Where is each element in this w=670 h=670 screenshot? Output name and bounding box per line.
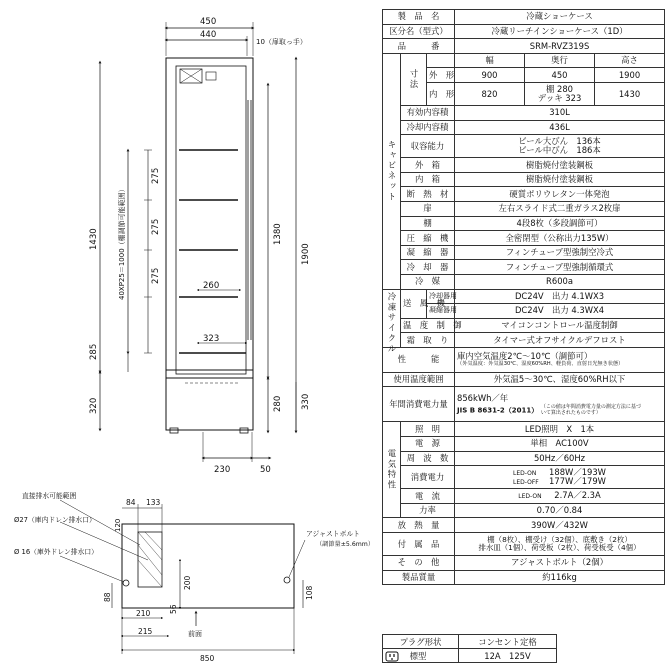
label-front: 前面 (188, 630, 202, 638)
value-energy: 856kWh／年 (457, 393, 509, 404)
dim-shelf-275c: 275 (151, 267, 161, 284)
value-defrost: タイマー式オフサイクルデフロスト (455, 333, 665, 348)
label-power-factor: 力率 (401, 503, 455, 518)
dim-56: 56 (169, 604, 178, 614)
label-inner: 内 形 (427, 82, 455, 105)
label-accessories: 付 属 品 (383, 533, 455, 556)
col-width: 幅 (455, 53, 525, 68)
plug-icon (385, 651, 399, 662)
value-outer-d: 450 (525, 68, 595, 83)
dim-shelf-pitch: 40XP25＝1000（棚調節可能範囲） (118, 185, 126, 300)
spec-table-wrap (382, 9, 664, 585)
dim-leg-height: 330 (301, 393, 311, 410)
cabinet-inner (176, 66, 246, 374)
cabinet-outline (166, 58, 253, 378)
value-model: SRM-RVZ319S (455, 39, 665, 54)
label-power: 電 源 (401, 437, 455, 452)
value-effective: 310L (455, 105, 665, 120)
dim-shelf-323: 323 (203, 334, 220, 344)
value-performance-note: （外気温度：外気温30℃、湿度60%RH、軽負荷、直射日光無き状態） (457, 360, 624, 367)
label-refrigerant: 冷 媒 (401, 274, 455, 289)
plan-outline (122, 524, 294, 608)
dim-shelf-275a: 275 (151, 167, 161, 184)
dim-foot-offset: 50 (260, 465, 271, 475)
value-other: アジャストボルト（2個） (455, 556, 665, 571)
label-current: 電 流 (401, 489, 455, 504)
dim-850: 850 (200, 654, 215, 663)
label-condenser: 凝 縮 器 (401, 245, 455, 260)
front-view (100, 22, 296, 462)
cabinet-base (166, 370, 253, 430)
dim-shelf-275b: 275 (151, 218, 161, 235)
value-door: 左右スライド式二重ガラス2枚扉 (455, 201, 665, 216)
label-ext-box: 外 箱 (401, 158, 455, 173)
dim-base-height: 280 (273, 395, 283, 412)
dim-door-height: 1380 (273, 223, 283, 245)
label-led-on: LED-ON (513, 469, 537, 477)
dim-handle: 10（扉取っ手） (256, 38, 307, 46)
value-refrigerant: R600a (455, 274, 665, 289)
label-consumption: 消費電力 (401, 466, 455, 489)
value-accessories-1: 棚（8枚）、棚受け（32個）、底敷き（2枚） (487, 534, 632, 544)
front-view-dims (89, 17, 311, 475)
dim-133: 133 (146, 498, 161, 507)
adjuster-left (123, 580, 129, 586)
label-current-led: LED-ON (518, 493, 542, 501)
value-current: 2.7A／2.3A (554, 490, 601, 501)
label-frequency: 周 波 数 (401, 451, 455, 466)
dim-215: 215 (138, 627, 153, 636)
value-accessories-2: 排水皿（1個）、荷受板（2枚）、荷受板受（4個） (478, 543, 641, 553)
dim-body-width: 440 (200, 30, 217, 40)
col-depth: 奥行 (525, 53, 595, 68)
value-ext-box: 樹脂焼付塗装鋼板 (455, 158, 665, 173)
value-insulation: 硬質ポリウレタン一体発泡 (455, 187, 665, 202)
label-evaporator: 冷 却 器 (401, 260, 455, 275)
dim-foot-width: 230 (214, 465, 231, 475)
label-weight: 製品質量 (383, 570, 455, 585)
value-int-box: 樹脂焼付塗装鋼板 (455, 172, 665, 187)
value-fan-evap: DC24V 出力 4.1WX3 (455, 289, 665, 304)
group-electrical: 電気特性 (383, 422, 401, 518)
label-plug-type: プラグ形状 (383, 635, 459, 649)
dim-total-height: 1900 (301, 243, 311, 265)
group-refrig: 冷凍サイクル (383, 289, 401, 347)
label-fan-cond: 凝縮器用 (427, 304, 455, 319)
label-env: 使用温度範囲 (383, 372, 455, 387)
value-heat: 390W／432W (455, 518, 665, 533)
value-shelf: 4段8枚（多段調節可） (455, 216, 665, 231)
label-temp-ctrl: 温 度 制 御 (401, 318, 455, 333)
label-energy: 年間消費電力量 (383, 387, 455, 422)
spec-table (382, 9, 665, 585)
group-cabinet: キャビネット (383, 53, 401, 289)
label-int-box: 内 箱 (401, 172, 455, 187)
value-capacity-large: ビール大びん 136本 (518, 135, 601, 146)
value-power: 単相 AC100V (455, 437, 665, 452)
dim-84: 84 (126, 498, 136, 507)
value-outer-w: 900 (455, 68, 525, 83)
label-model: 品 番 (383, 39, 455, 54)
label-adjuster: アジャストボルト (306, 530, 360, 538)
dim-108: 108 (305, 585, 314, 600)
label-fan-evap: 冷却器用 (427, 289, 455, 304)
group-size: 寸法 (401, 53, 427, 105)
label-drain-inner: Ø27（庫内ドレン排水口） (14, 516, 96, 524)
dim-base-inner: 320 (89, 397, 99, 414)
label-cooling-vol: 冷却内容積 (401, 120, 455, 135)
value-light: LED照明 X 1本 (455, 422, 665, 437)
value-inner-d-deck: デッキ 323 (537, 92, 582, 103)
dim-210: 210 (136, 609, 151, 618)
value-evaporator: フィンチューブ型強制循環式 (455, 260, 665, 275)
value-fan-cond: DC24V 出力 4.3WX4 (455, 304, 665, 319)
label-outer: 外 形 (427, 68, 455, 83)
label-shelf: 棚 (401, 216, 455, 231)
value-power-factor: 0.70／0.84 (455, 503, 665, 518)
value-capacity-medium: ビール中びん 186本 (518, 145, 601, 156)
value-condenser: フィンチューブ型強制空冷式 (455, 245, 665, 260)
dim-shelf-260: 260 (203, 281, 220, 291)
label-product-name: 製 品 名 (383, 10, 455, 25)
value-cooling-vol: 436L (455, 120, 665, 135)
value-plug-model: 標型 (409, 650, 427, 661)
label-compressor: 圧 縮 機 (401, 231, 455, 246)
value-category: 冷蔵リーチインショーケース（1D） (455, 24, 665, 39)
label-effective: 有効内容積 (401, 105, 455, 120)
value-outlet-rating: 12A 125V (459, 649, 557, 663)
value-outer-h: 1900 (595, 68, 665, 83)
adjuster-right (284, 577, 290, 583)
value-inner-w: 820 (455, 82, 525, 105)
dim-pitch-bottom: 285 (89, 343, 99, 360)
label-category: 区分名（型式） (383, 24, 455, 39)
value-compressor: 全密閉型（公称出力135W） (455, 231, 665, 246)
value-energy-std: JIS B 8631-2（2011） (457, 406, 539, 414)
value-product-name: 冷蔵ショーケース (455, 10, 665, 25)
plug-table-wrap (382, 634, 556, 663)
dim-120: 120 (114, 518, 122, 532)
value-frequency: 50Hz／60Hz (455, 451, 665, 466)
value-inner-d-shelf: 棚 280 (545, 83, 574, 94)
value-env: 外気温5～30℃、湿度60%RH以下 (455, 372, 665, 387)
dim-88: 88 (103, 592, 112, 602)
plug-table (382, 634, 557, 663)
value-energy-note: （この値は年間消費電力量の測定方法に基づいて算出されたものです） (540, 403, 641, 416)
label-insulation: 断 熱 材 (401, 187, 455, 202)
label-drain-direct: 直接排水可能範囲 (22, 492, 77, 500)
value-inner-h: 1430 (595, 82, 665, 105)
plan-view-labels (14, 491, 374, 663)
label-door: 扉 (401, 201, 455, 216)
value-temp-ctrl: マイコンコントロール温度制御 (455, 318, 665, 333)
label-drain-outer: Ø 16（庫外ドレン排水口） (14, 548, 98, 556)
label-other: そ の 他 (383, 556, 455, 571)
label-defrost: 霜 取 り (401, 333, 455, 348)
dim-overall-width: 450 (200, 17, 217, 27)
label-fan: 送 風 機 (401, 289, 427, 318)
dim-200: 200 (183, 575, 192, 590)
col-height: 高さ (595, 53, 665, 68)
label-led-off: LED-OFF (513, 479, 539, 487)
dim-inner-height: 1430 (89, 228, 99, 250)
label-light: 照 明 (401, 422, 455, 437)
value-consumption-on: 188W／193W (549, 466, 606, 477)
label-performance: 性 能 (383, 347, 455, 372)
label-capacity: 収容能力 (401, 135, 455, 158)
drain-area (138, 532, 162, 587)
label-adjuster-note: （調節量±5.6mm） (316, 541, 375, 548)
value-weight: 約116kg (455, 570, 665, 585)
label-heat: 放 熱 量 (383, 518, 455, 533)
value-performance: 庫内空気温度2℃～10℃（調節可） (457, 351, 593, 362)
value-consumption-off: 177W／179W (549, 476, 606, 487)
label-outlet-rating: コンセント定格 (459, 635, 557, 649)
